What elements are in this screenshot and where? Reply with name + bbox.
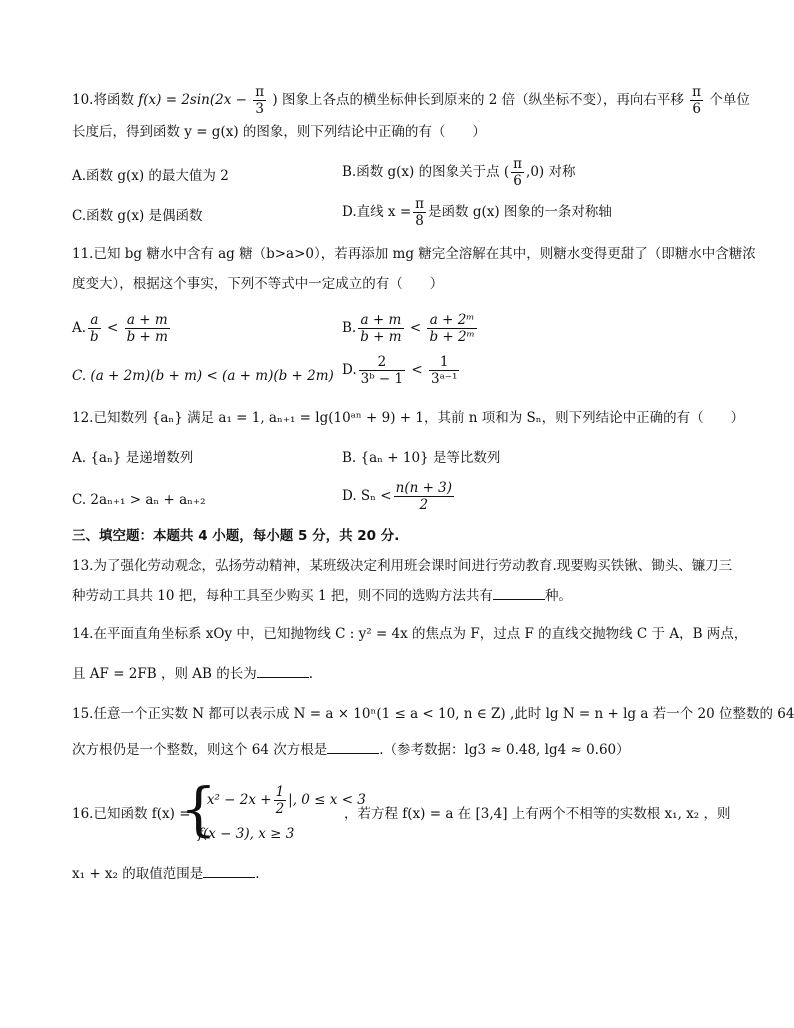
q13-line1: 13.为了强化劳动观念，弘扬劳动精神，某班级决定利用班会课时间进行劳动教育.现要购买铁锹、锄头、镰刀三 [72,558,733,574]
den: 6 [513,173,522,189]
q11-d-label: D. [342,362,357,378]
piecewise-brace: { [180,775,217,843]
q10-option-c: C.函数 g(x) 是偶函数 [72,208,203,224]
den: 2 [275,801,285,817]
q14-line1: 14.在平面直角坐标系 xOy 中，已知抛物线 C : y² = 4x 的焦点为 F，过点 F 的直线交抛物线 C 于 A，B 两点， [72,626,748,642]
q16-post: . [255,866,260,882]
q10-mid: ) 图象上各点的横坐标伸长到原来的 2 倍（纵坐标不变），再向右平移 [272,92,684,108]
frac [125,312,170,345]
frac [88,312,101,345]
q10-b-post: ,0) 对称 [526,164,576,180]
q13-post: 种。 [544,588,572,604]
den: 8 [415,213,424,229]
frac [427,312,476,345]
num: π [415,196,425,212]
q15-post: .（参考数据：lg3 ≈ 0.48, lg4 ≈ 0.60） [379,742,630,758]
q12-option-c: C. 2aₙ₊₁ > aₙ + aₙ₊₂ [72,492,206,508]
case1-pre: | x² − 2x + [198,792,272,808]
q15-line1: 15.任意一个正实数 N 都可以表示成 N = a × 10ⁿ(1 ≤ a < 10, n ∈ Z) ,此时 lg N = n + lg a 若一个 20 位整数的 64 [72,706,794,722]
num: 2 [359,354,405,371]
q16-case1 [198,784,366,817]
frac [359,354,405,387]
q10-b-pre: B.函数 g(x) 的图象关于点 ( [342,164,510,180]
num: π [255,84,265,100]
num: a + m [125,312,170,329]
num: 1 [275,784,285,800]
q11-line1: 11.已知 bg 糖水中含有 ag 糖（b>a>0），若再添加 mg 糖完全溶解在其中，则糖水变得更甜了（即糖水中含糖浓 [72,246,756,262]
q14-post: . [308,666,314,682]
num: π [692,84,702,100]
q10-d-pre: D.直线 x = [342,204,412,220]
q11-option-b: B. $\frac{a + m}{b + m}$ < $\frac{\text{a + 2ᵐ}}{\text{b + 2ᵐ}}$ [342,312,475,345]
q12-option-d [342,480,456,513]
answer-blank [327,741,379,754]
num: n(n + 3) [395,480,453,496]
section-3-header: 三、填空题：本题共 4 小题，每小题 5 分，共 20 分. [72,528,400,544]
q11-line2: 度变大），根据这个事实，下列不等式中一定成立的有（ ） [72,276,444,292]
q11-a-label: A. [72,320,87,336]
num: 1 [429,354,459,371]
frac [429,354,459,387]
den: 3ᵃ⁻¹ [431,371,458,387]
q16-prefix: 16.已知函数 f(x) = [72,806,191,822]
q10-line2: 长度后，得到函数 y = g(x) 的图象，则下列结论中正确的有（ ） [72,124,486,140]
q15-pre: 次方根仍是一个整数，则这个 64 次方根是 [72,742,328,758]
den: b + m [126,329,168,345]
q10-option-b [342,156,575,189]
q11-option-d: D. $\frac{2}{\text{3ᵇ − 1}}$ < $\frac{1}{\text{3ᵃ⁻¹}}$ [342,354,458,387]
den: b + m [360,329,402,345]
q16-suffix: ，若方程 f(x) = a 在 [3,4] 上有两个不相等的实数根 x₁, x₂ ，则 [344,806,731,822]
q16-line2 [72,864,260,884]
q12-line1: 12.已知数列 {aₙ} 满足 a₁ = 1, aₙ₊₁ = lg(10ᵃⁿ + 9) + 1，其前 n 项和为 Sₙ，则下列结论中正确的有（ ） [72,410,745,426]
q11-b-label: B. [342,320,357,336]
den: 2 [419,497,429,513]
q10-function: f(x) = 2sin(2x − [138,92,247,108]
q10-prefix: 10.将函数 [72,92,134,108]
den: 6 [692,101,701,117]
q10-d-post: 是函数 g(x) 图象的一条对称轴 [428,204,612,220]
answer-blank [493,587,545,600]
frac [358,312,403,345]
q13-pre: 种劳动工具共 10 把，每种工具至少购买 1 把，则不同的选购方法共有 [72,588,493,604]
q12-d-pre: D. Sₙ < [342,488,392,504]
q14-line2 [72,664,313,684]
num: a + m [358,312,403,329]
frac [274,784,287,817]
q11-option-a: A. $\frac{a}{b}$ < $\frac{a + m}{b + m}$ [72,312,168,345]
q12-option-b: B. {aₙ + 10} 是等比数列 [342,450,501,466]
q14-pre: 且 AF = 2FB ，则 AB 的长为 [72,666,257,682]
q16-pre: x₁ + x₂ 的取值范围是 [72,866,204,882]
answer-blank [203,865,255,878]
num: a [88,312,101,329]
q10-b-frac [511,156,524,189]
q10-option-d [342,196,612,229]
case1-post: |, 0 ≤ x < 3 [288,792,366,808]
den: b [90,329,99,345]
answer-blank [257,665,309,678]
den: b + 2ᵐ [429,329,475,345]
num: a + 2ᵐ [427,312,476,329]
q10-pi-over-6 [690,84,703,117]
q11-option-c: C. (a + 2m)(b + m) < (a + m)(b + 2m) [72,368,334,384]
q10-d-frac [413,196,426,229]
q10-line1 [72,84,750,117]
frac [394,480,454,513]
q13-line2 [72,586,572,606]
num: π [513,156,523,172]
q16-case2: f(x − 3), x ≥ 3 [198,826,295,842]
q10-end: 个单位 [709,92,750,108]
q12-option-a: A. {aₙ} 是递增数列 [72,450,194,466]
q10-pi-over-3 [253,84,266,117]
q10-option-a: A.函数 g(x) 的最大值为 2 [72,168,229,184]
q15-line2 [72,740,630,760]
den: 3 [255,101,264,117]
den: 3ᵇ − 1 [360,371,404,387]
